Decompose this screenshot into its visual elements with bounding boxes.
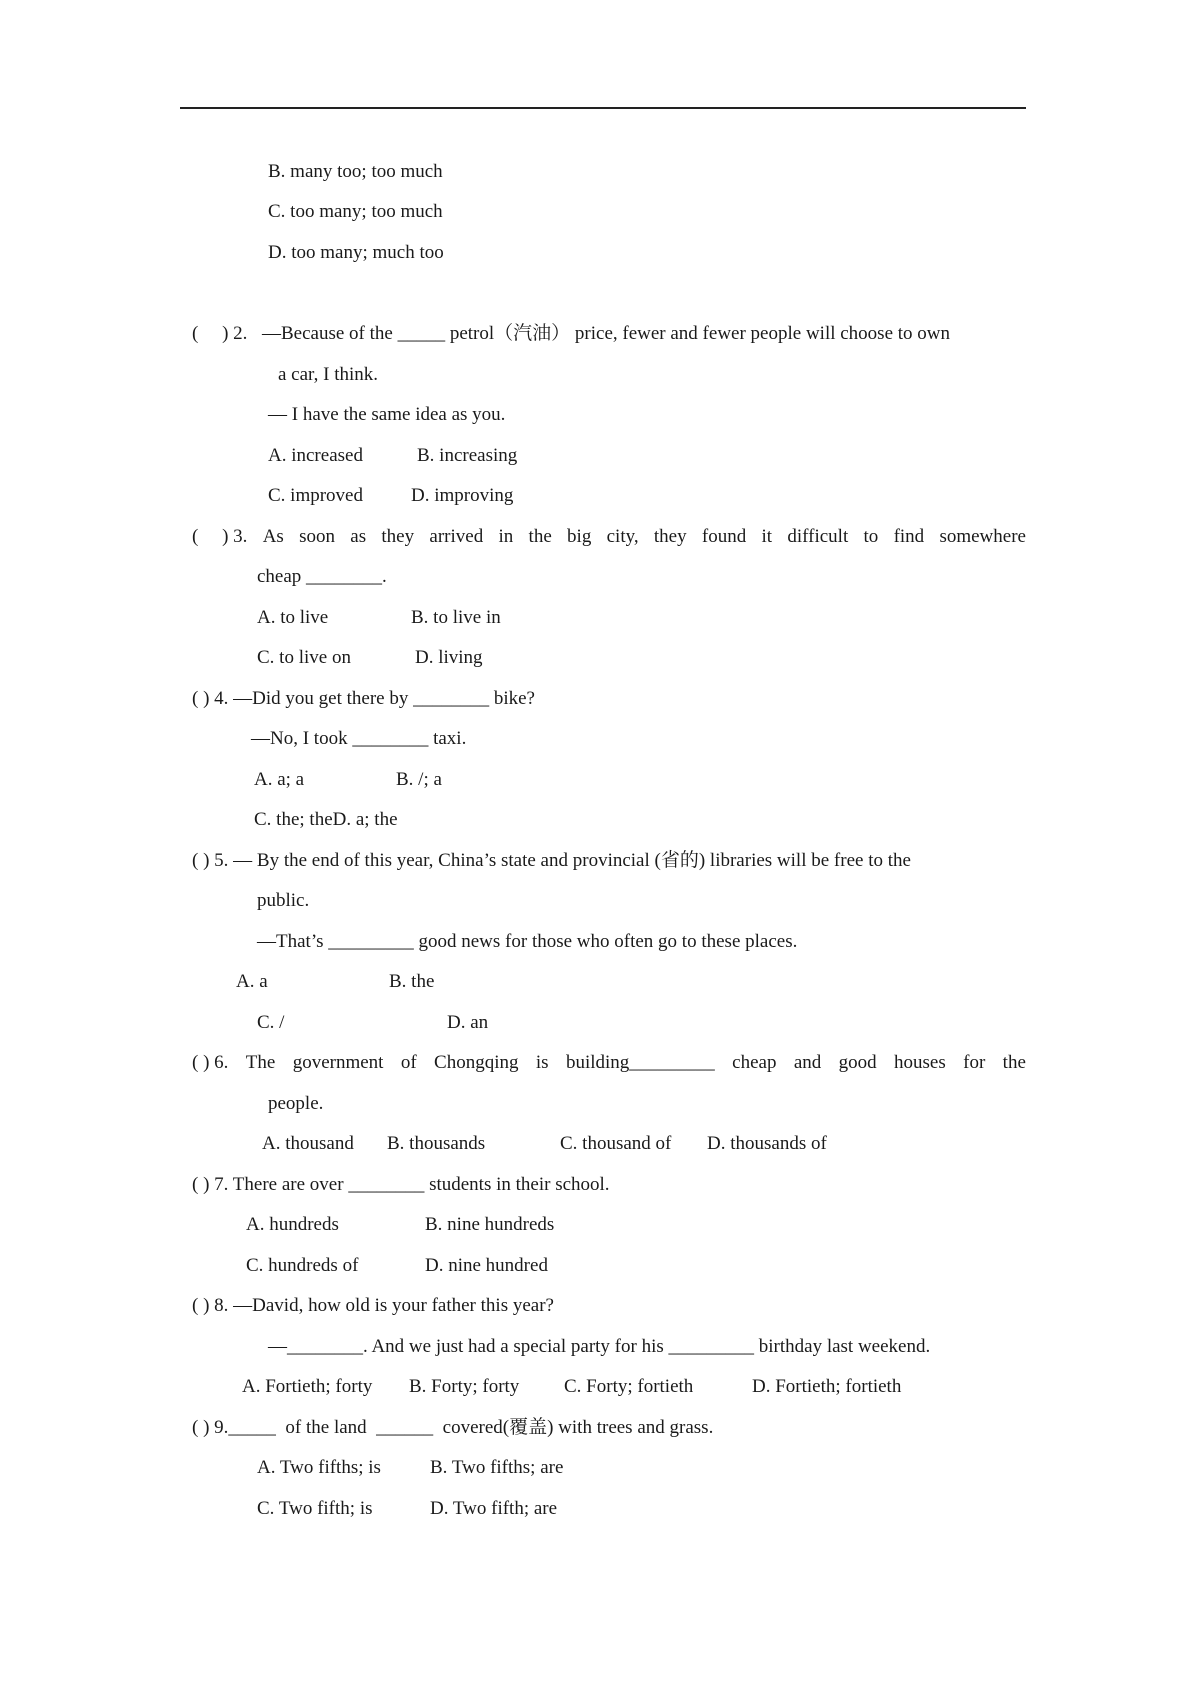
q7-option-a: A. hundreds [246,1214,339,1235]
q8-option-a: A. Fortieth; forty [242,1376,373,1397]
q5-option-a: A. a [236,971,268,992]
q5-option-b: B. the [389,971,435,992]
q6-word: the [1002,1052,1026,1073]
q3-option-b: B. to live in [411,607,501,628]
q6-word: is [535,1052,549,1073]
q3-word: somewhere [939,526,1026,547]
q3-stem-line-2: cheap ________. [257,566,387,587]
q6-number: ( ) 6. [192,1052,229,1073]
q3-word: the [528,526,552,547]
q7-option-d: D. nine hundred [425,1255,548,1276]
q3-word: found [701,526,747,547]
q3-word: big [567,526,592,547]
q3-word: to [863,526,879,547]
q2-stem-line-1: —Because of the _____ petrol（汽油） price, fewer and fewer people will choose to own [262,323,951,344]
q6-stem-line-2: people. [268,1093,324,1114]
q3-option-a: A. to live [257,607,329,628]
q2-option-b: B. increasing [417,445,518,466]
q3-word: arrived [429,526,484,547]
q4-reply: —No, I took ________ taxi. [251,728,467,749]
q6-word: building_________ [565,1052,715,1073]
q4-option-b: B. /; a [396,769,442,790]
q3-word: in [498,526,514,547]
q3-stem-line-1 [192,525,1026,549]
q1-option-c: C. too many; too much [268,201,443,222]
q7-option-c: C. hundreds of [246,1255,359,1276]
q9-option-a: A. Two fifths; is [257,1457,381,1478]
q3-option-c: C. to live on [257,647,351,668]
q7-stem: ( ) 7. There are over ________ students in their school. [192,1174,610,1195]
q3-word: city, [606,526,639,547]
q8-option-d: D. Fortieth; fortieth [752,1376,902,1397]
q3-word: they [653,526,687,547]
q2-option-c: C. improved [268,485,363,506]
q2-reply: — I have the same idea as you. [268,404,506,425]
q2-option-d: D. improving [411,485,514,506]
q3-number: ( ) 3. [192,526,248,547]
q8-stem: ( ) 8. —David, how old is your father this year? [192,1295,554,1316]
q3-word: As [262,526,284,547]
q6-stem-line-1 [192,1051,1026,1075]
q6-word: of [400,1052,417,1073]
q9-option-b: B. Two fifths; are [430,1457,564,1478]
q6-word: Chongqing [434,1052,519,1073]
q4-option-cd: C. the; theD. a; the [254,809,398,830]
q9-option-d: D. Two fifth; are [430,1498,558,1519]
q3-option-d: D. living [415,647,483,668]
q8-reply: —________. And we just had a special party for his _________ birthday last weekend. [268,1336,931,1357]
header-rule [180,107,1026,109]
q2-option-a: A. increased [268,445,363,466]
q4-stem: ( ) 4. —Did you get there by ________ bike? [192,688,535,709]
q4-option-a: A. a; a [254,769,305,790]
q9-stem: ( ) 9._____ of the land ______ covered(覆盖) with trees and grass. [192,1417,714,1438]
q5-reply: —That’s _________ good news for those who often go to these places. [257,931,798,952]
q3-word: it [761,526,773,547]
q6-option-d: D. thousands of [707,1133,827,1154]
q6-word: good [838,1052,877,1073]
q1-option-b: B. many too; too much [268,161,443,182]
q3-word: soon [299,526,335,547]
q3-word: difficult [787,526,849,547]
q6-word: houses [894,1052,946,1073]
q6-option-c: C. thousand of [560,1133,672,1154]
q5-option-c: C. / [257,1012,285,1033]
q5-stem-line-2: public. [257,890,310,911]
q3-word: find [893,526,925,547]
q7-option-b: B. nine hundreds [425,1214,555,1235]
q6-word: The [245,1052,276,1073]
q5-option-d: D. an [447,1012,489,1033]
q1-option-d: D. too many; much too [268,242,444,263]
q3-word: as [350,526,367,547]
q6-word: government [292,1052,384,1073]
q9-option-c: C. Two fifth; is [257,1498,373,1519]
q6-word: and [793,1052,822,1073]
q6-option-a: A. thousand [262,1133,354,1154]
q3-word: they [381,526,415,547]
q6-word: cheap [732,1052,777,1073]
q2-number: ( ) 2. [192,323,248,344]
q5-stem-line-1: ( ) 5. — By the end of this year, China’s state and provincial (省的) libraries will be free to the [192,850,911,871]
q6-word: for [963,1052,986,1073]
q8-option-b: B. Forty; forty [409,1376,520,1397]
q8-option-c: C. Forty; fortieth [564,1376,694,1397]
q2-stem-line-2: a car, I think. [278,364,379,385]
q6-option-b: B. thousands [387,1133,486,1154]
